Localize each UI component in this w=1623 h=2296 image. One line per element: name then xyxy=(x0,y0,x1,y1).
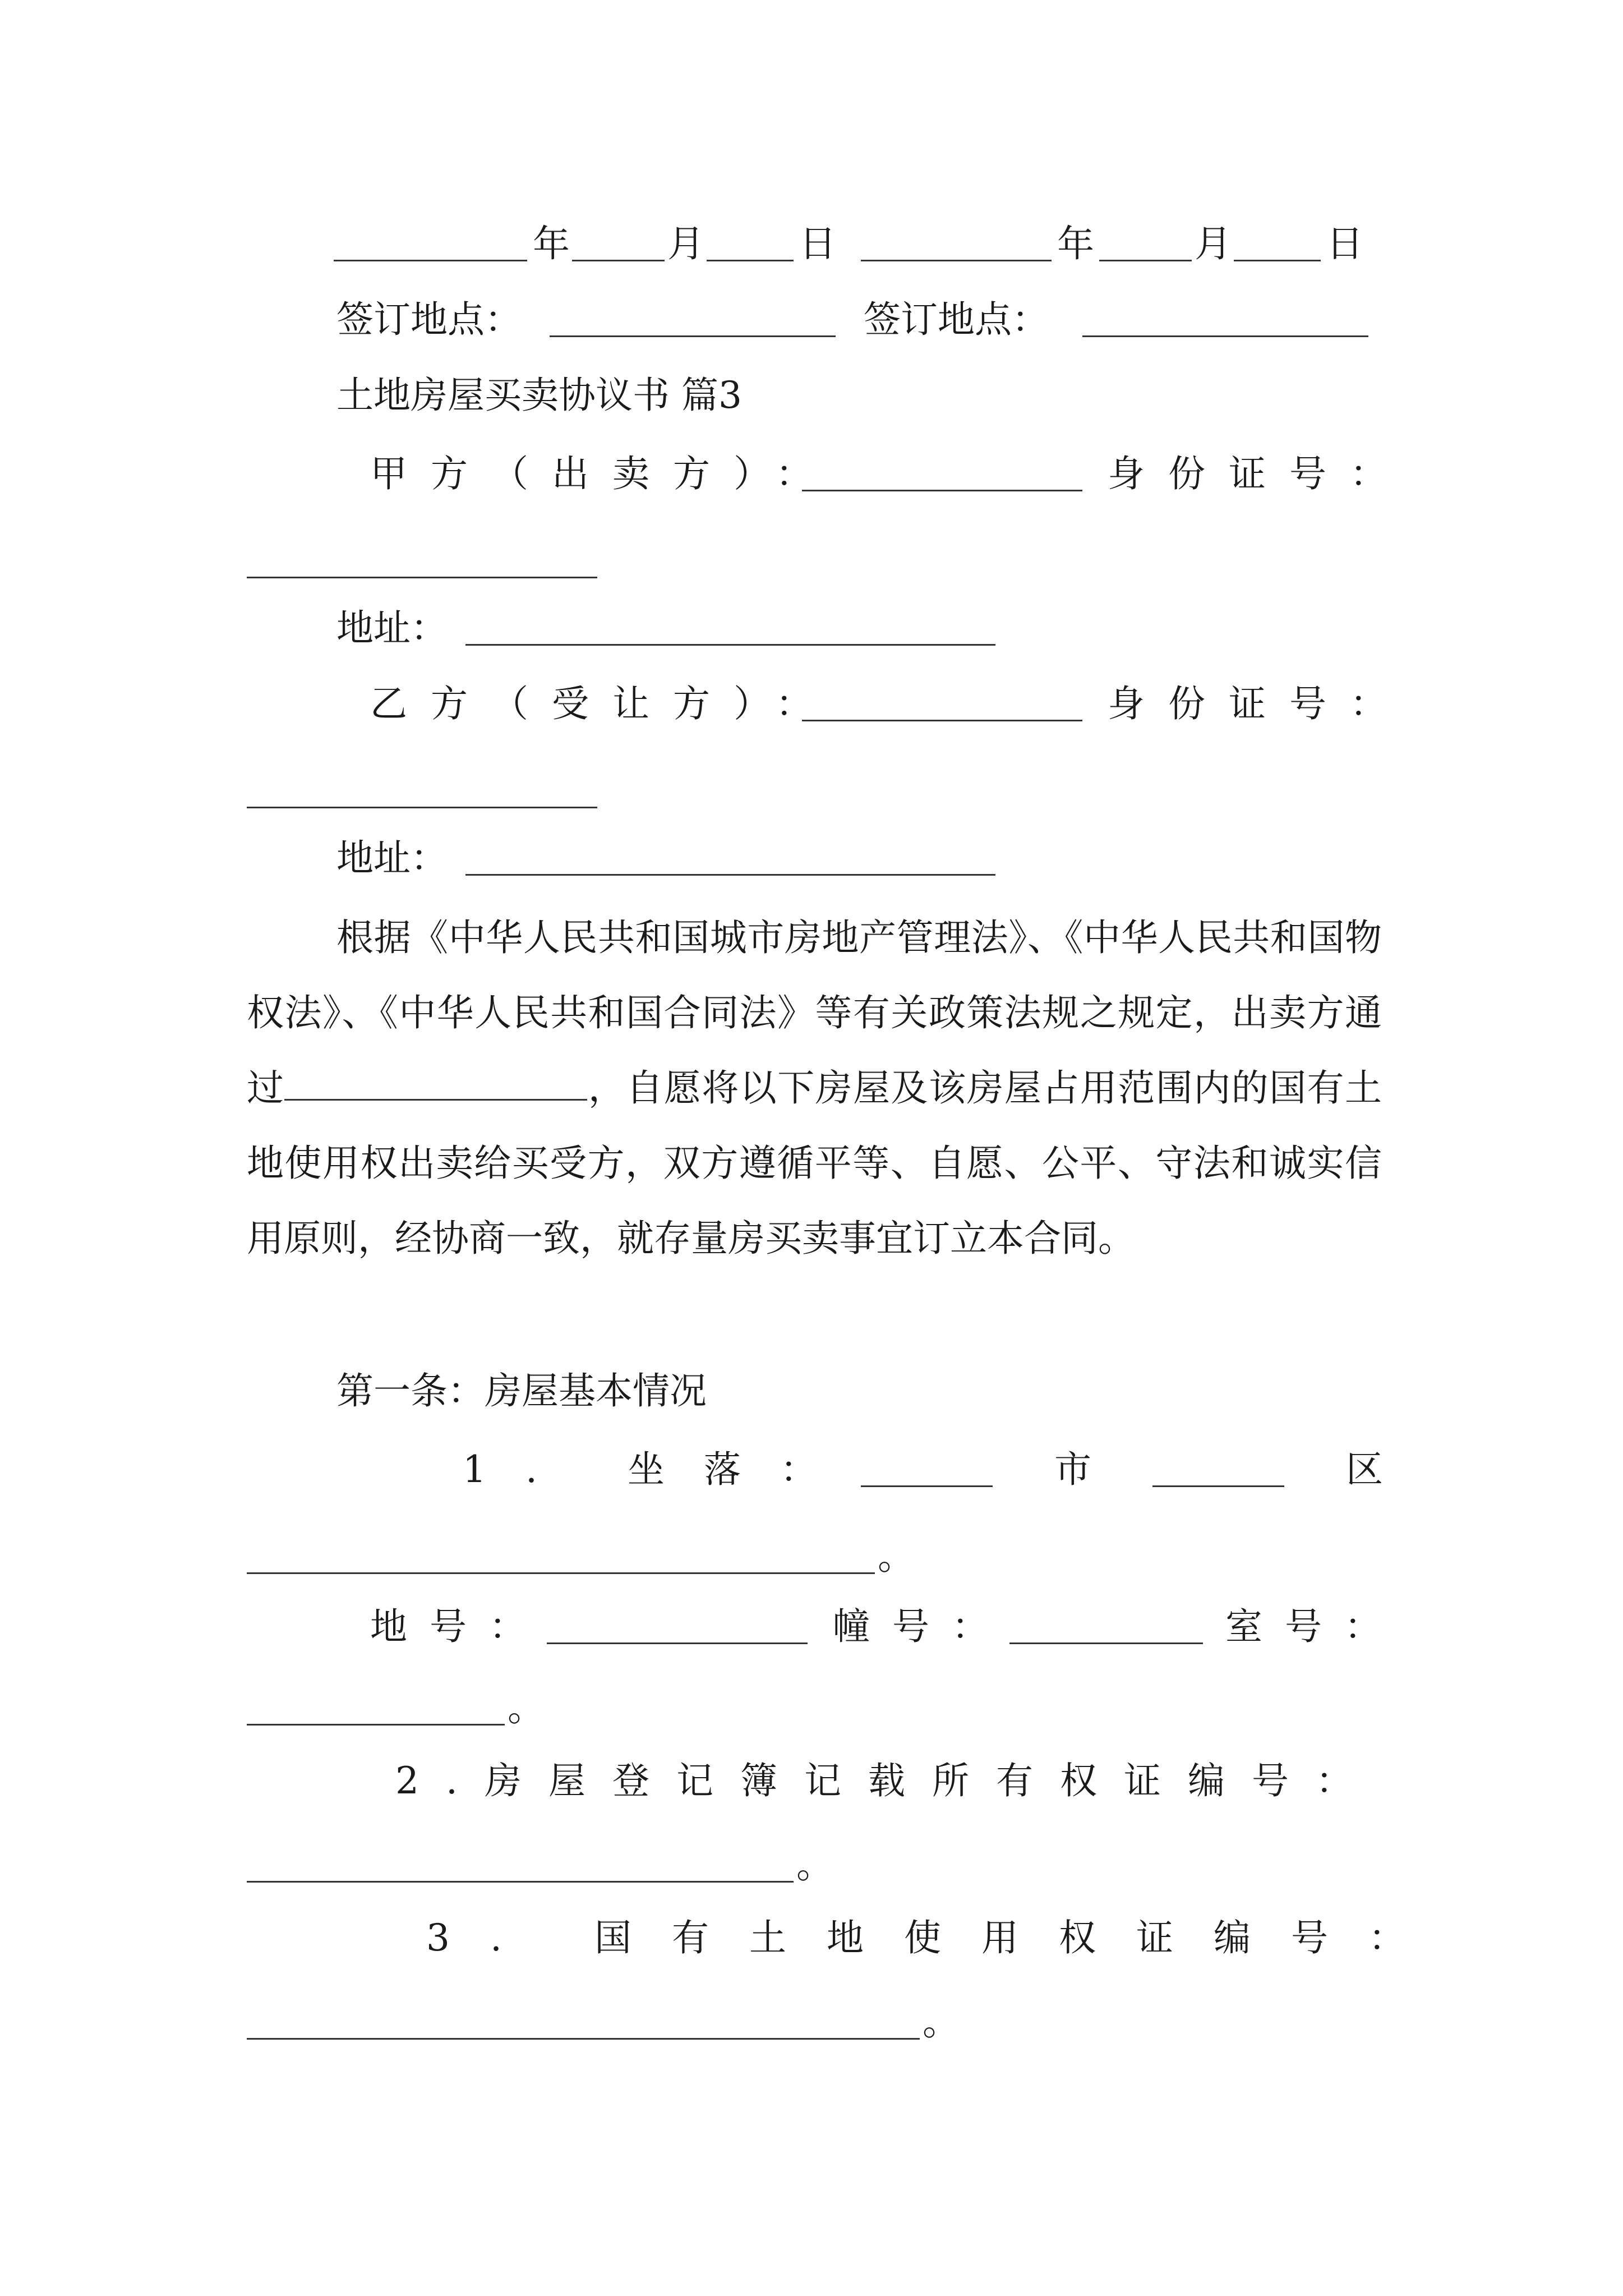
party-b-label: 乙方（受让方）： xyxy=(370,682,836,725)
item-3-label: 3. 国有土地使用权证编号： xyxy=(426,1916,1446,1959)
building-number-blank[interactable] xyxy=(1009,1642,1203,1644)
preamble-text-after: ，自愿将以下房屋及该房屋占用范围内的国有土地使用权出卖给买受方，双方遵循平等、自愿、公平、守法和诚实信用原则，经协商一致，就存量房买卖事宜订立本合同。 xyxy=(247,1066,1382,1260)
party-b-row xyxy=(0,670,1623,738)
lot-number-label: 地号： xyxy=(370,1605,548,1648)
item-2-label: 2.房屋登记簿记载所有权证编号： xyxy=(395,1759,1380,1802)
preamble-means-blank[interactable] xyxy=(284,1065,587,1101)
preamble-text-before: 根据《中华人民共和国城市房地产管理法》、《中华人民共和国物权法》、《中华人民共和国合同法》等有关政策法规之规定，出卖方通过 xyxy=(247,916,1382,1110)
item-2-end-mark: 。 xyxy=(796,1843,833,1887)
party-b-id-blank[interactable] xyxy=(247,807,597,808)
district-blank[interactable] xyxy=(1152,1485,1284,1487)
room-number-label: 室号： xyxy=(1225,1605,1404,1648)
date-row xyxy=(0,210,1623,278)
item-2-row xyxy=(0,1747,1623,1815)
article-1-title-row xyxy=(0,1358,1623,1425)
location-end-mark: 。 xyxy=(878,1535,915,1578)
section-title-row xyxy=(0,362,1623,429)
article-1-title: 第一条：房屋基本情况 xyxy=(336,1369,707,1412)
party-a-id-label: 身份证号： xyxy=(1108,452,1410,495)
day-label: 日 xyxy=(1326,222,1363,265)
day-blank-left[interactable] xyxy=(707,260,794,261)
sign-place-blank-left[interactable] xyxy=(550,335,836,337)
sign-place-label-right: 签订地点： xyxy=(864,298,1049,341)
day-blank-right[interactable] xyxy=(1234,260,1321,261)
party-a-id-row xyxy=(0,527,1623,595)
year-blank-left[interactable] xyxy=(334,260,527,261)
city-label: 市 xyxy=(1054,1448,1091,1491)
party-a-address-blank[interactable] xyxy=(465,644,995,646)
preamble-paragraph xyxy=(247,900,1382,1276)
item-1-location-cont-row xyxy=(0,1523,1623,1590)
item-1-location-row xyxy=(0,1436,1623,1503)
ownership-cert-number-blank[interactable] xyxy=(247,1881,794,1883)
month-blank-left[interactable] xyxy=(572,260,665,261)
month-label: 月 xyxy=(667,222,704,265)
location-detail-blank[interactable] xyxy=(247,1572,875,1574)
party-b-name-blank[interactable] xyxy=(802,720,1082,721)
party-b-id-label: 身份证号： xyxy=(1108,682,1410,725)
month-blank-right[interactable] xyxy=(1099,260,1192,261)
sign-place-label-left: 签订地点： xyxy=(336,298,522,341)
party-a-label: 甲方（出卖方）： xyxy=(370,452,836,495)
party-a-name-blank[interactable] xyxy=(802,490,1082,491)
room-number-blank[interactable] xyxy=(247,1724,505,1726)
month-label: 月 xyxy=(1195,222,1232,265)
party-a-address-label: 地址： xyxy=(336,606,448,650)
city-blank[interactable] xyxy=(861,1485,993,1487)
party-a-address-row xyxy=(0,595,1623,662)
sign-place-row xyxy=(0,286,1623,353)
item-1-label: 1. 坐落： xyxy=(463,1448,856,1491)
building-number-label: 幢号： xyxy=(833,1605,1011,1648)
item-3-cont-row xyxy=(0,1989,1623,2056)
party-a-row xyxy=(0,440,1623,508)
party-b-address-label: 地址： xyxy=(336,836,448,880)
item-1-numbers-row xyxy=(0,1593,1623,1660)
item-3-end-mark: 。 xyxy=(923,2000,960,2044)
year-label: 年 xyxy=(533,222,570,265)
district-label: 区 xyxy=(1346,1448,1383,1491)
room-number-end-mark: 。 xyxy=(508,1686,545,1729)
lot-number-blank[interactable] xyxy=(547,1642,808,1644)
sign-place-blank-right[interactable] xyxy=(1082,335,1368,337)
party-b-address-row xyxy=(0,825,1623,892)
year-blank-right[interactable] xyxy=(861,260,1052,261)
year-label: 年 xyxy=(1057,222,1094,265)
party-b-id-row xyxy=(0,757,1623,825)
item-2-cont-row xyxy=(0,1832,1623,1899)
day-label: 日 xyxy=(799,222,836,265)
room-number-cont-row xyxy=(0,1674,1623,1742)
land-use-cert-number-blank[interactable] xyxy=(247,2038,920,2040)
party-a-id-blank[interactable] xyxy=(247,577,597,578)
party-b-address-blank[interactable] xyxy=(465,874,995,876)
section-title: 土地房屋买卖协议书 篇3 xyxy=(336,374,742,417)
item-3-row xyxy=(0,1904,1623,1972)
